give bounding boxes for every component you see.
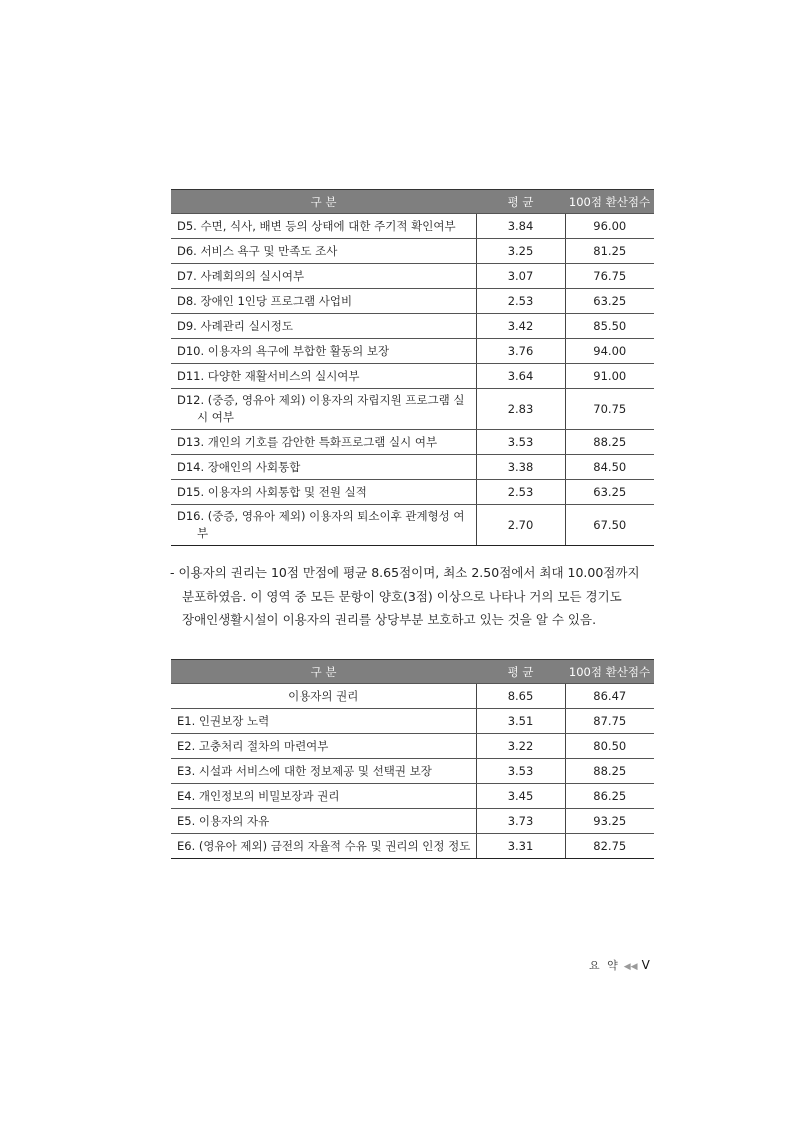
header-category: 구 분 bbox=[171, 190, 476, 214]
table-row bbox=[171, 784, 654, 809]
table-row bbox=[171, 239, 654, 264]
paragraph-line-2: 분포하였음. 이 영역 중 모든 문항이 양호(3점) 이상으로 나타나 거의 모든 경기도 bbox=[182, 588, 622, 604]
row-mean: 3.45 bbox=[476, 784, 565, 809]
table-service-items bbox=[171, 189, 654, 546]
row-mean: 3.42 bbox=[476, 314, 565, 339]
table-row bbox=[171, 759, 654, 784]
page-footer bbox=[589, 957, 652, 973]
row-score: 70.75 bbox=[565, 389, 654, 430]
row-mean: 3.22 bbox=[476, 734, 565, 759]
table-row bbox=[171, 214, 654, 239]
row-score: 80.50 bbox=[565, 734, 654, 759]
row-score: 94.00 bbox=[565, 339, 654, 364]
row-score: 85.50 bbox=[565, 314, 654, 339]
row-label: E1. 인권보장 노력 bbox=[171, 709, 476, 734]
summary-score: 86.47 bbox=[565, 684, 654, 709]
page-number: V bbox=[641, 958, 652, 972]
summary-mean: 8.65 bbox=[476, 684, 565, 709]
row-mean: 3.53 bbox=[476, 430, 565, 455]
table1-body bbox=[171, 214, 654, 546]
row-mean: 3.38 bbox=[476, 455, 565, 480]
row-score: 96.00 bbox=[565, 214, 654, 239]
row-score: 63.25 bbox=[565, 289, 654, 314]
table-row-summary bbox=[171, 684, 654, 709]
row-mean: 2.53 bbox=[476, 289, 565, 314]
row-label: D9. 사례관리 실시정도 bbox=[171, 314, 476, 339]
row-mean: 3.64 bbox=[476, 364, 565, 389]
row-label: D7. 사례회의의 실시여부 bbox=[171, 264, 476, 289]
row-label: E3. 시설과 서비스에 대한 정보제공 및 선택권 보장 bbox=[171, 759, 476, 784]
table-row bbox=[171, 734, 654, 759]
row-label: E5. 이용자의 자유 bbox=[171, 809, 476, 834]
row-label: D15. 이용자의 사회통합 및 전원 실적 bbox=[171, 480, 476, 505]
row-score: 76.75 bbox=[565, 264, 654, 289]
row-mean: 3.76 bbox=[476, 339, 565, 364]
table2-body bbox=[171, 684, 654, 859]
row-label: E6. (영유아 제외) 금전의 자율적 수유 및 권리의 인정 정도 bbox=[171, 834, 476, 859]
row-label: D16. (중증, 영유아 제외) 이용자의 퇴소이후 관계형성 여부 bbox=[171, 505, 476, 546]
table-row bbox=[171, 364, 654, 389]
row-score: 87.75 bbox=[565, 709, 654, 734]
row-score: 84.50 bbox=[565, 455, 654, 480]
row-mean: 3.51 bbox=[476, 709, 565, 734]
row-score: 82.75 bbox=[565, 834, 654, 859]
table-row bbox=[171, 314, 654, 339]
row-score: 91.00 bbox=[565, 364, 654, 389]
row-label: D12. (중증, 영유아 제외) 이용자의 자립지원 프로그램 실시 여부 bbox=[171, 389, 476, 430]
paragraph-line-1: - 이용자의 권리는 10점 만점에 평균 8.65점이며, 최소 2.50점에서 최대 10.00점까지 bbox=[170, 565, 640, 580]
table-row bbox=[171, 809, 654, 834]
row-mean: 2.53 bbox=[476, 480, 565, 505]
footer-arrows-icon: ◀◀ bbox=[623, 962, 638, 972]
table-row bbox=[171, 339, 654, 364]
row-mean: 3.53 bbox=[476, 759, 565, 784]
summary-label: 이용자의 권리 bbox=[171, 684, 476, 709]
row-label: D10. 이용자의 욕구에 부합한 활동의 보장 bbox=[171, 339, 476, 364]
table-row bbox=[171, 505, 654, 546]
row-mean: 3.73 bbox=[476, 809, 565, 834]
row-mean: 3.07 bbox=[476, 264, 565, 289]
row-score: 67.50 bbox=[565, 505, 654, 546]
table-header-row bbox=[171, 660, 654, 684]
row-label: E2. 고충처리 절차의 마련여부 bbox=[171, 734, 476, 759]
header-score: 100점 환산점수 bbox=[565, 660, 654, 684]
row-score: 81.25 bbox=[565, 239, 654, 264]
table-row bbox=[171, 289, 654, 314]
header-mean: 평 균 bbox=[476, 660, 565, 684]
table-user-rights bbox=[171, 659, 654, 859]
row-label: D14. 장애인의 사회통합 bbox=[171, 455, 476, 480]
table-row bbox=[171, 264, 654, 289]
row-score: 86.25 bbox=[565, 784, 654, 809]
table-header-row bbox=[171, 190, 654, 214]
row-score: 93.25 bbox=[565, 809, 654, 834]
table-row bbox=[171, 709, 654, 734]
table-row bbox=[171, 430, 654, 455]
row-label: D5. 수면, 식사, 배변 등의 상태에 대한 주기적 확인여부 bbox=[171, 214, 476, 239]
row-label: D11. 다양한 재활서비스의 실시여부 bbox=[171, 364, 476, 389]
table-row bbox=[171, 480, 654, 505]
row-label: E4. 개인정보의 비밀보장과 권리 bbox=[171, 784, 476, 809]
header-score: 100점 환산점수 bbox=[565, 190, 654, 214]
row-mean: 2.83 bbox=[476, 389, 565, 430]
row-label: D8. 장애인 1인당 프로그램 사업비 bbox=[171, 289, 476, 314]
row-mean: 3.84 bbox=[476, 214, 565, 239]
row-mean: 3.25 bbox=[476, 239, 565, 264]
table-row bbox=[171, 834, 654, 859]
row-mean: 3.31 bbox=[476, 834, 565, 859]
footer-section-label: 요 약 bbox=[589, 959, 620, 972]
row-label: D13. 개인의 기호를 감안한 특화프로그램 실시 여부 bbox=[171, 430, 476, 455]
paragraph-line-3: 장애인생활시설이 이용자의 권리를 상당부분 보호하고 있는 것을 알 수 있음. bbox=[182, 612, 597, 627]
row-score: 88.25 bbox=[565, 430, 654, 455]
summary-paragraph bbox=[170, 561, 656, 632]
row-score: 88.25 bbox=[565, 759, 654, 784]
header-category: 구 분 bbox=[171, 660, 476, 684]
row-label: D6. 서비스 욕구 및 만족도 조사 bbox=[171, 239, 476, 264]
row-mean: 2.70 bbox=[476, 505, 565, 546]
table-row bbox=[171, 389, 654, 430]
row-score: 63.25 bbox=[565, 480, 654, 505]
table-row bbox=[171, 455, 654, 480]
header-mean: 평 균 bbox=[476, 190, 565, 214]
